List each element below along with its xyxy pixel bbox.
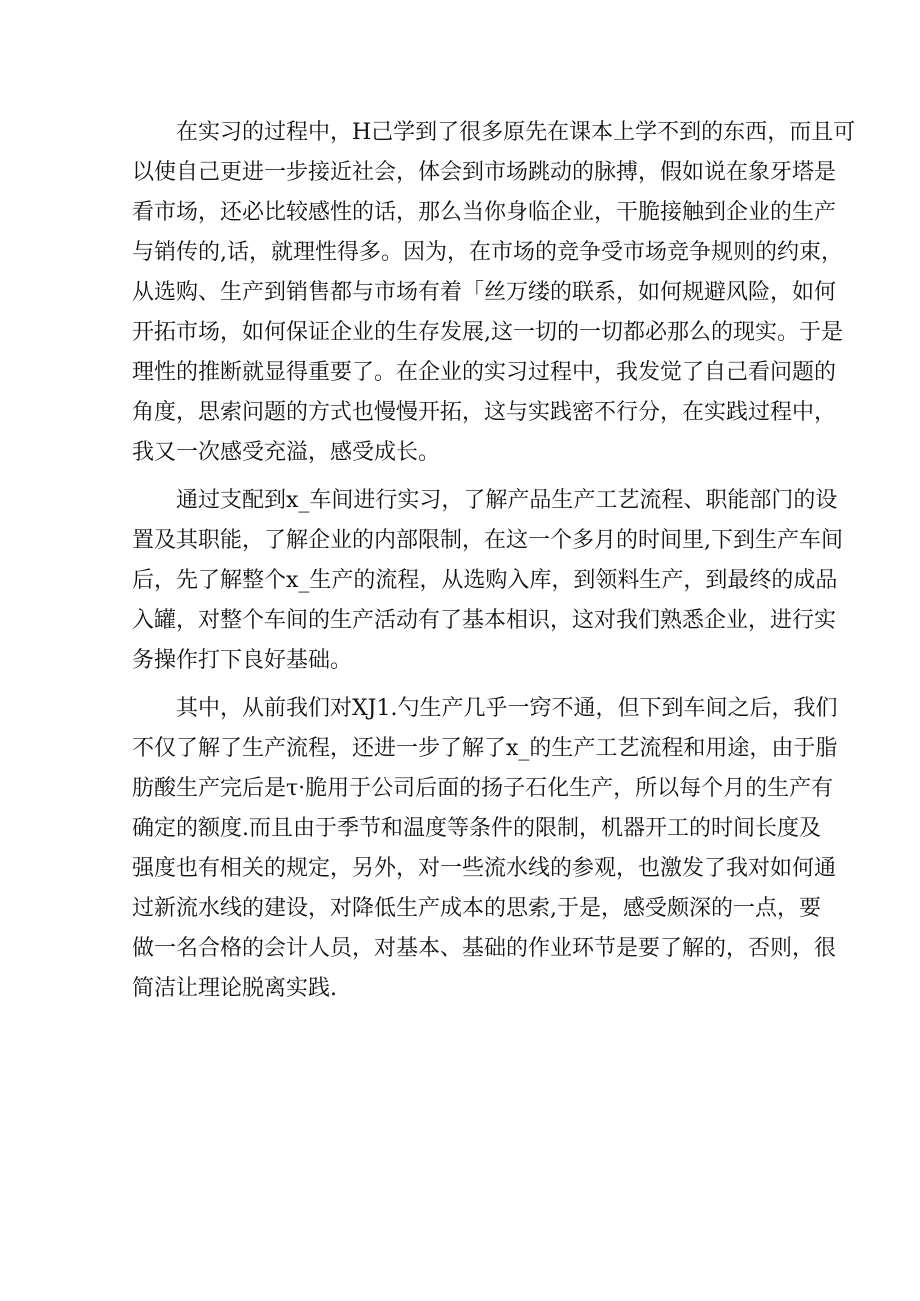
paragraph-1 — [132, 113, 856, 473]
text-line: 其中，从前我们对XJ1.勺生产几乎一窍不通，但下到车间之后，我们 — [176, 696, 838, 721]
text-line: 置及其职能，了解企业的内部限制，在这一个多月的时间里,下到生产车间 — [132, 528, 843, 553]
document-body — [132, 113, 856, 1009]
text-line: 简洁让理论脱离实践. — [132, 976, 337, 1001]
paragraph-2 — [132, 481, 843, 681]
text-line: 与销传的,话，就理性得多。因为，在市场的竞争受市场竞争规则的约束， — [132, 240, 843, 265]
text-line: 强度也有相关的规定，另外，对一些流水线的参观，也激发了我对如何通 — [132, 856, 837, 881]
text-line: 肪酸生产完后是τ·脆用于公司后面的扬子石化生产，所以每个月的生产有 — [132, 776, 834, 801]
text-line: 看市场，还必比较感性的话，那么当你身临企业，干脆接触到企业的生产 — [132, 200, 837, 225]
text-line: 以使自己更进一步接近社会，体会到市场跳动的脉搏，假如说在象牙塔是 — [132, 160, 837, 185]
text-line: 从选购、生产到销售都与市场有着「丝万缕的联系，如何规避风险，如何 — [132, 280, 837, 305]
text-line: 理性的推断就显得重要了。在企业的实习过程中，我发觉了自己看问题的 — [132, 360, 837, 385]
text-line: 角度，思索问题的方式也慢慢开拓，这与实践密不行分，在实践过程中， — [132, 400, 837, 425]
paragraph-3 — [132, 689, 838, 1009]
paragraph-spacer — [132, 473, 788, 481]
text-line: 后，先了解整个x_生产的流程，从选购入库，到领料生产，到最终的成品 — [132, 568, 838, 593]
text-line: 不仅了解了生产流程，还进一步了解了x_的生产工艺流程和用途，由于脂 — [132, 736, 838, 761]
text-line: 在实习的过程中，H己学到了很多原先在课本上学不到的东西，而且可 — [176, 120, 856, 145]
text-line: 我又一次感受充溢，感受成长。 — [132, 440, 441, 465]
text-line: 做一名合格的会计人员，对基本、基础的作业环节是要了解的，否则，很 — [132, 936, 837, 961]
text-line: 过新流水线的建设，对降低生产成本的思索,于是，感受颇深的一点，要 — [132, 896, 821, 921]
text-line: 确定的额度.而且由于季节和温度等条件的限制，机器开工的时间长度及 — [132, 816, 821, 841]
text-line: 入罐，对整个车间的生产活动有了基本相识，这对我们熟悉企业，进行实 — [132, 608, 837, 633]
text-line: 通过支配到x_车间进行实习，了解产品生产工艺流程、职能部门的设 — [176, 488, 838, 513]
paragraph-spacer — [132, 681, 788, 689]
text-line: 务操作打下良好基础。 — [132, 648, 353, 673]
text-line: 开拓市场，如何保证企业的生存发展,这一切的一切都必那么的现实。于是 — [132, 320, 843, 345]
